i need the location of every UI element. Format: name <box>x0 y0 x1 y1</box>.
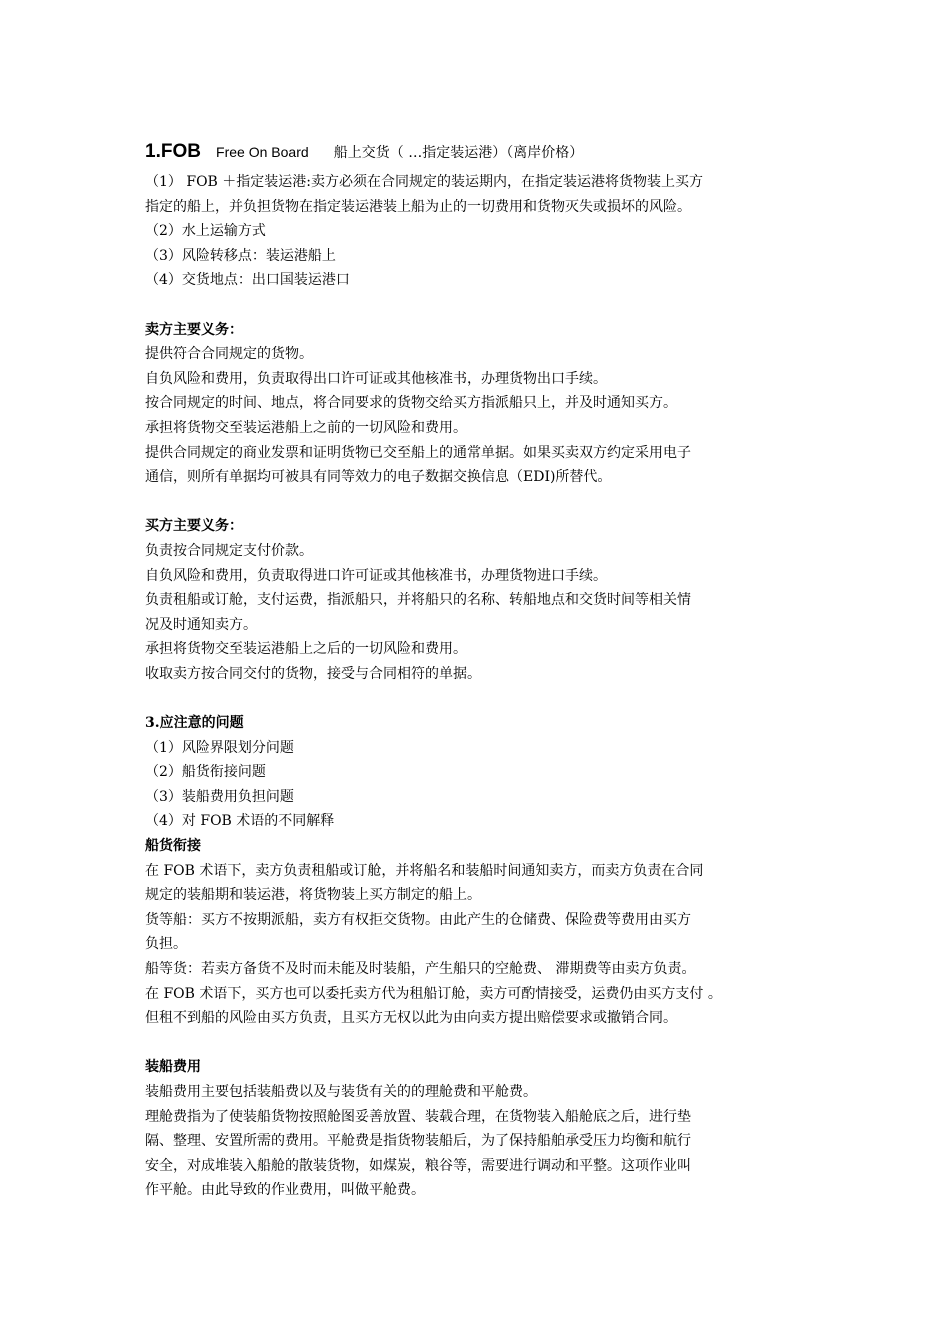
list-item: （2）船货衔接问题 <box>145 764 266 781</box>
buyer-obligations-heading: 买方主要义务： <box>145 518 243 535</box>
paragraph-line: 通信，则所有单据均可被具有同等效力的电子数据交换信息（EDI)所替代。 <box>145 469 612 486</box>
paragraph-line: 负担。 <box>145 936 187 953</box>
paragraph-line: （1） FOB ＋指定装运港:卖方必须在合同规定的装运期内，在指定装运港将货物装上买方 <box>145 174 704 190</box>
paragraph-line: 装船费用主要包括装船费以及与装货有关的的理舱费和平舱费。 <box>145 1083 537 1100</box>
blank-line <box>145 293 825 318</box>
paragraph-line: 提供符合合同规定的货物。 <box>145 346 313 363</box>
paragraph-line: 在 FOB 术语下，卖方负责租船或订舱，并将船名和装船时间通知卖方，而卖方负责在合同 <box>145 862 704 879</box>
heading-chinese: 船上交货（ …指定装运港）（离岸价格） <box>333 145 584 161</box>
list-item: （2）水上运输方式 <box>145 223 266 240</box>
paragraph-line: 负责租船或订舱，支付运费，指派船只，并将船只的名称、转船地点和交货时间等相关情 <box>145 592 691 609</box>
paragraph-line: 自负风险和费用，负责取得出口许可证或其他核准书，办理货物出口手续。 <box>145 370 607 387</box>
paragraph-line: 负责按合同规定支付价款。 <box>145 542 313 559</box>
paragraph-line: 理舱费指为了使装船货物按照舱图妥善放置、装载合理，在货物装入船舱底之后，进行垫 <box>145 1108 691 1125</box>
paragraph-line: 况及时通知卖方。 <box>145 616 257 633</box>
paragraph-line: 承担将货物交至装运港船上之后的一切风险和费用。 <box>145 641 467 658</box>
paragraph-line: 但租不到船的风险由买方负责，且买方无权以此为由向卖方提出赔偿要求或撤销合同。 <box>145 1010 677 1027</box>
paragraph-line: 货等船：买方不按期派船，卖方有权拒交货物。由此产生的仓储费、保险费等费用由买方 <box>145 911 691 928</box>
paragraph-line: 隔、整理、安置所需的费用。平舱费是指货物装船后，为了保持船舶承受压力均衡和航行 <box>145 1133 691 1150</box>
list-item: （4）对 FOB 术语的不同解释 <box>145 813 335 830</box>
blank-line <box>145 1031 825 1056</box>
paragraph-line: 安全，对成堆装入船舱的散装货物，如煤炭，粮谷等，需要进行调动和平整。这项作业叫 <box>145 1157 691 1174</box>
paragraph-line: 船等货：若卖方备货不及时而未能及时装船，产生船只的空舱费、 滞期费等由卖方负责。 <box>145 961 696 977</box>
paragraph-line: 收取卖方按合同交付的货物，接受与合同相符的单据。 <box>145 665 481 682</box>
notes-heading: 3.应注意的问题 <box>145 715 244 732</box>
blank-line <box>145 490 825 515</box>
list-item: （1）风险界限划分问题 <box>145 739 294 756</box>
paragraph-line: 提供合同规定的商业发票和证明货物已交至船上的通常单据。如果买卖双方约定采用电子 <box>145 444 691 461</box>
list-item: （4）交货地点：出口国装运港口 <box>145 272 350 289</box>
paragraph-line: 作平舱。由此导致的作业费用，叫做平舱费。 <box>145 1182 425 1199</box>
list-item: （3）风险转移点：装运港船上 <box>145 247 336 264</box>
seller-obligations-heading: 卖方主要义务： <box>145 321 243 338</box>
ship-cargo-heading: 船货衔接 <box>145 838 201 855</box>
paragraph-line: 承担将货物交至装运港船上之前的一切风险和费用。 <box>145 419 467 436</box>
paragraph-line: 自负风险和费用，负责取得进口许可证或其他核准书，办理货物进口手续。 <box>145 567 607 584</box>
loading-cost-heading: 装船费用 <box>145 1059 201 1076</box>
document-body <box>145 138 825 1203</box>
heading-number: 1.FOB <box>145 141 201 162</box>
paragraph-line: 按合同规定的时间、地点，将合同要求的货物交给买方指派船只上，并及时通知买方。 <box>145 395 677 412</box>
blank-line <box>145 686 825 711</box>
list-item: （3）装船费用负担问题 <box>145 788 294 805</box>
section-heading-fob <box>145 138 825 166</box>
heading-english: Free On Board <box>216 144 309 160</box>
paragraph-line: 在 FOB 术语下，买方也可以委托卖方代为租船订舱，卖方可酌情接受，运费仍由买方支付 。 <box>145 985 722 1002</box>
paragraph-line: 规定的装船期和装运港，将货物装上买方制定的船上。 <box>145 887 481 904</box>
paragraph-line: 指定的船上，并负担货物在指定装运港装上船为止的一切费用和货物灭失或损坏的风险。 <box>145 198 691 215</box>
